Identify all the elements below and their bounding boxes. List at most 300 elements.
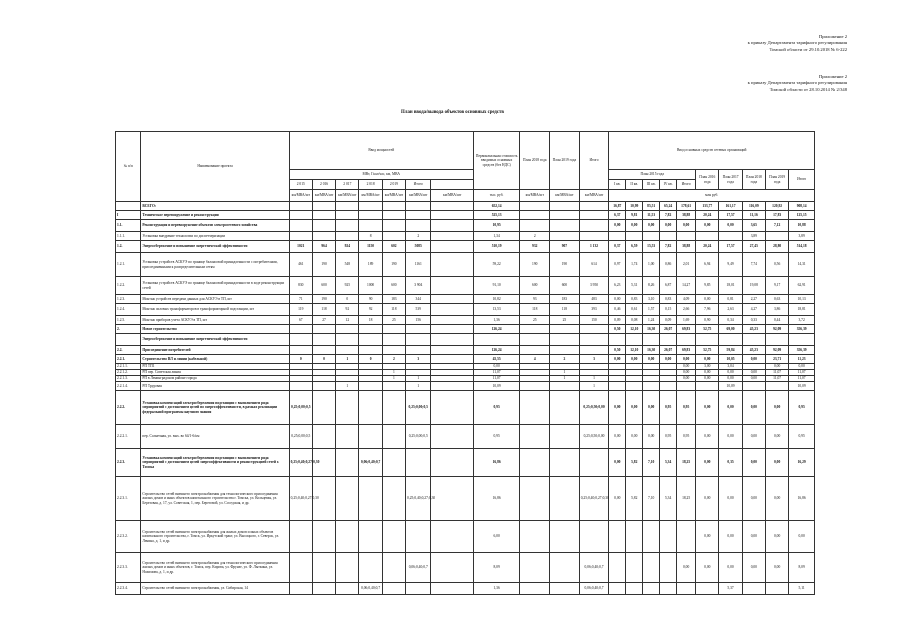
row-cell bbox=[382, 521, 405, 553]
row-cell: 11,16 bbox=[742, 211, 765, 220]
row-number bbox=[116, 202, 141, 211]
row-cell bbox=[382, 334, 405, 346]
row-cell: 0,25;0,00;0,5 bbox=[406, 391, 431, 425]
row-cell: 2 bbox=[406, 232, 431, 241]
row-cell: 0,50 bbox=[609, 325, 626, 334]
row-cell bbox=[579, 325, 609, 334]
note-line: Приложение 2 bbox=[818, 74, 847, 79]
row-cell: 16,29 bbox=[789, 449, 815, 477]
row-cell bbox=[660, 382, 677, 391]
row-cell: 0,25;0,40;0,27;0,30 bbox=[289, 449, 312, 477]
row-cell: 1 bbox=[579, 376, 609, 382]
row-cell: 178,61 bbox=[677, 202, 696, 211]
row-name: пер. Солнечная, ул. вых. во 64/1-6/км bbox=[141, 425, 289, 449]
row-cell bbox=[626, 334, 643, 346]
row-cell: 25 bbox=[550, 316, 580, 325]
row-cell: 925 bbox=[336, 277, 359, 295]
row-cell: 0,00 bbox=[626, 220, 643, 232]
row-cell: 0,00 bbox=[643, 391, 660, 425]
row-cell bbox=[431, 202, 473, 211]
row-cell: 7,82 bbox=[660, 211, 677, 220]
document-title: План ввода/вывода объектов основных средств bbox=[401, 110, 504, 115]
header-plan2018: План 2018 года bbox=[520, 132, 550, 190]
row-cell: 1 bbox=[579, 382, 609, 391]
row-cell bbox=[359, 477, 382, 521]
row-cell: 8 bbox=[359, 232, 382, 241]
row-cell: 0,00 bbox=[789, 521, 815, 553]
row-cell: 0,00 bbox=[789, 364, 815, 370]
row-name: РП ТП1 bbox=[141, 364, 289, 370]
row-cell: 0,00 bbox=[696, 370, 719, 376]
row-cell: 6,59 bbox=[626, 241, 643, 253]
header-q4: IV кв. bbox=[660, 180, 677, 190]
row-cell bbox=[406, 346, 431, 355]
row-cell: 0,44 bbox=[765, 316, 788, 325]
row-cell: 0,33 bbox=[742, 316, 765, 325]
row-cell: 0,25;0,40;0,27;0,30 bbox=[406, 477, 431, 521]
row-cell: 600 bbox=[520, 277, 550, 295]
row-cell bbox=[765, 583, 788, 595]
row-cell bbox=[336, 521, 359, 553]
table-row bbox=[116, 355, 815, 364]
row-cell: 907 bbox=[550, 241, 580, 253]
row-cell: 0,00 bbox=[765, 364, 788, 370]
row-cell: 1021 bbox=[289, 241, 312, 253]
row-name: Реконструкция и перевооружение объектов электросетевого хозяйства bbox=[141, 220, 289, 232]
table-row bbox=[116, 325, 815, 334]
row-cell: 10,99 bbox=[626, 202, 643, 211]
row-cell bbox=[643, 521, 660, 553]
row-name: Новое строительство bbox=[141, 325, 289, 334]
row-cell: 461 bbox=[289, 253, 312, 277]
row-cell: 0,00 bbox=[677, 220, 696, 232]
row-cell: 0,00 bbox=[609, 449, 626, 477]
row-cell: 25 bbox=[520, 316, 550, 325]
row-cell bbox=[336, 334, 359, 346]
header-y2018: 2 018 bbox=[359, 180, 382, 190]
row-number bbox=[116, 334, 141, 346]
row-cell: 9,17 bbox=[765, 277, 788, 295]
row-cell: 0,00 bbox=[626, 391, 643, 425]
row-cell: 0,09 bbox=[660, 316, 677, 325]
header-y2016: 2 016 bbox=[312, 180, 335, 190]
row-cell: 1 bbox=[382, 370, 405, 376]
row-name: РП пер. Советская линия bbox=[141, 370, 289, 376]
row-number: 2.2.2. bbox=[116, 391, 141, 425]
row-cell bbox=[520, 220, 550, 232]
row-cell: 3,89 bbox=[742, 232, 765, 241]
row-cell: 190 bbox=[520, 253, 550, 277]
row-cell: 7,10 bbox=[643, 477, 660, 521]
row-name: Установка устройств АСКУЭ по границе балансовой принадлежности с потребителями, присоединенными к распределительным сетям bbox=[141, 253, 289, 277]
row-cell: 189 bbox=[359, 253, 382, 277]
header-plan2017: План 2017 года bbox=[719, 170, 742, 190]
header-value-group: Ввод основных средств сетевых организаций bbox=[609, 132, 815, 170]
row-cell: 0,00 bbox=[719, 370, 742, 376]
header-total-y: Итого bbox=[406, 180, 431, 190]
row-cell: 1 bbox=[550, 376, 580, 382]
unit-cell: км/МВА/шт bbox=[336, 190, 359, 202]
row-cell bbox=[406, 211, 431, 220]
note-line: к приказу Департамента тарифного регулирования bbox=[747, 40, 847, 46]
row-cell: 1,24 bbox=[643, 316, 660, 325]
row-cell bbox=[696, 382, 719, 391]
row-cell: 18,25 bbox=[677, 477, 696, 521]
row-cell: 0,00 bbox=[609, 220, 626, 232]
row-cell: 3,86 bbox=[765, 304, 788, 316]
row-number: 2.2.1.2. bbox=[116, 370, 141, 376]
row-cell: 0,00 bbox=[742, 449, 765, 477]
row-cell: 356,39 bbox=[789, 325, 815, 334]
row-number: 1.2.3. bbox=[116, 295, 141, 304]
row-cell: 0,00 bbox=[696, 477, 719, 521]
row-cell: 45,55 bbox=[473, 355, 520, 364]
row-cell bbox=[431, 382, 473, 391]
row-cell bbox=[289, 220, 312, 232]
row-cell: 1,69 bbox=[677, 316, 696, 325]
row-cell: 0,25;0,40;0,27;0,30 bbox=[579, 477, 609, 521]
row-cell: 38,88 bbox=[677, 211, 696, 220]
row-cell: 830 bbox=[289, 277, 312, 295]
unit-cell: км/МВА/шт bbox=[431, 190, 473, 202]
row-number: 2.2.1.3. bbox=[116, 376, 141, 382]
row-cell: 0,06;0,40;0,7 bbox=[359, 449, 382, 477]
header-y2015: 2 015 bbox=[289, 180, 312, 190]
row-cell: 0,00 bbox=[719, 391, 742, 425]
row-cell bbox=[431, 355, 473, 364]
row-cell: 3 bbox=[579, 355, 609, 364]
row-cell bbox=[626, 553, 643, 583]
row-cell bbox=[677, 521, 696, 553]
row-cell: 1,57 bbox=[643, 304, 660, 316]
row-cell: 28,80 bbox=[765, 241, 788, 253]
row-cell: 1161 bbox=[406, 253, 431, 277]
row-cell: 0,37 bbox=[609, 241, 626, 253]
row-cell: 16,86 bbox=[473, 449, 520, 477]
row-cell bbox=[382, 202, 405, 211]
row-cell bbox=[382, 583, 405, 595]
row-cell: 0,08 bbox=[626, 316, 643, 325]
row-cell: 6,00 bbox=[473, 521, 520, 553]
unit-cell: км/МВА/шт bbox=[312, 190, 335, 202]
row-cell: 16,86 bbox=[789, 477, 815, 521]
row-cell: 0,95 bbox=[789, 391, 815, 425]
row-cell bbox=[359, 220, 382, 232]
row-cell: 5085 bbox=[406, 241, 431, 253]
row-cell bbox=[579, 334, 609, 346]
row-cell: 23,71 bbox=[765, 355, 788, 364]
row-cell: 0,00 bbox=[742, 370, 765, 376]
table-row bbox=[116, 346, 815, 355]
header-name: Наименование проекта bbox=[141, 132, 289, 202]
row-name: Энергосбережение и повышение энергетической эффективности bbox=[141, 334, 289, 346]
row-cell bbox=[382, 232, 405, 241]
row-cell: 52,75 bbox=[696, 346, 719, 355]
row-cell bbox=[312, 211, 335, 220]
row-name: Строительство сетей внешнего электроснабжения для технологического присоединения жилых домов и иных объектов, г. Томск, пер. Кирова, ул. Фрунзе, ул. Ф. Лыткина, ул. Нахимова, д. 1, и др. bbox=[141, 553, 289, 583]
row-cell: 0,00 bbox=[742, 355, 765, 364]
row-cell: 0,83 bbox=[626, 295, 643, 304]
row-cell: 1 bbox=[550, 370, 580, 376]
row-cell: 0,56 bbox=[765, 253, 788, 277]
row-cell bbox=[431, 304, 473, 316]
row-cell bbox=[431, 295, 473, 304]
table-row bbox=[116, 391, 815, 425]
row-number: 1.1.1. bbox=[116, 232, 141, 241]
row-number: 1.2.1. bbox=[116, 253, 141, 277]
row-cell: 0,95 bbox=[677, 391, 696, 425]
row-cell bbox=[406, 334, 431, 346]
row-cell bbox=[312, 202, 335, 211]
row-cell bbox=[431, 425, 473, 449]
row-cell: 0,00 bbox=[719, 553, 742, 583]
row-cell bbox=[789, 334, 815, 346]
row-cell bbox=[431, 277, 473, 295]
row-cell bbox=[359, 553, 382, 583]
row-cell bbox=[626, 583, 643, 595]
row-cell: 6,37 bbox=[609, 211, 626, 220]
row-cell: 1,34 bbox=[473, 232, 520, 241]
row-cell: 18,25 bbox=[677, 449, 696, 477]
row-cell: 0,00 bbox=[742, 376, 765, 382]
row-cell: 27,45 bbox=[742, 241, 765, 253]
table-row bbox=[116, 220, 815, 232]
row-cell bbox=[643, 583, 660, 595]
row-cell: 52,75 bbox=[696, 325, 719, 334]
row-cell bbox=[550, 553, 580, 583]
header-blank bbox=[431, 180, 473, 190]
row-cell: 0,00 bbox=[765, 477, 788, 521]
row-cell bbox=[550, 521, 580, 553]
row-cell bbox=[643, 553, 660, 583]
row-cell bbox=[382, 449, 405, 477]
row-cell bbox=[359, 382, 382, 391]
row-cell: 0,00 bbox=[719, 376, 742, 382]
row-cell bbox=[677, 382, 696, 391]
row-cell: 69,83 bbox=[677, 346, 696, 355]
row-cell: 10,13 bbox=[789, 295, 815, 304]
assets-plan-table bbox=[115, 131, 815, 595]
unit-cell: км/МВА/шт bbox=[359, 190, 382, 202]
row-cell: 2 bbox=[550, 355, 580, 364]
row-cell: 10,09 bbox=[789, 382, 815, 391]
row-cell: 92,09 bbox=[765, 346, 788, 355]
row-number: 2.2.2.1. bbox=[116, 425, 141, 449]
row-cell: 0,09 bbox=[609, 316, 626, 325]
row-cell bbox=[336, 220, 359, 232]
row-number: 2.2.3.3. bbox=[116, 553, 141, 583]
row-cell bbox=[359, 425, 382, 449]
row-name: Установка внедрение технологии по диспетчеризации bbox=[141, 232, 289, 241]
row-cell: 18 bbox=[359, 316, 382, 325]
row-cell bbox=[609, 382, 626, 391]
row-cell: 8,09 bbox=[789, 553, 815, 583]
row-cell bbox=[520, 325, 550, 334]
row-cell: 4 bbox=[520, 355, 550, 364]
row-cell: 13,53 bbox=[473, 304, 520, 316]
row-cell bbox=[406, 583, 431, 595]
row-cell: 0,00 bbox=[765, 553, 788, 583]
row-cell bbox=[289, 521, 312, 553]
row-cell: 0,00 bbox=[609, 355, 626, 364]
unit-cell: км/МВА/шт bbox=[550, 190, 580, 202]
row-cell: 183 bbox=[382, 295, 405, 304]
row-cell bbox=[312, 325, 335, 334]
row-cell bbox=[382, 325, 405, 334]
row-cell bbox=[696, 232, 719, 241]
row-cell: 0,95 bbox=[660, 425, 677, 449]
row-cell: 0,83 bbox=[660, 295, 677, 304]
row-cell: 5,11 bbox=[789, 583, 815, 595]
row-cell: 0 bbox=[289, 355, 312, 364]
table-row bbox=[116, 425, 815, 449]
note-line: Приложение 2 bbox=[818, 34, 847, 39]
row-cell: 0,06;0,40;0,7 bbox=[579, 553, 609, 583]
row-cell bbox=[550, 382, 580, 391]
appendix-note-1 bbox=[748, 34, 847, 53]
row-cell bbox=[431, 316, 473, 325]
row-cell: 0,00 bbox=[742, 521, 765, 553]
note-line: Томской области от 29.10.2018 № 6-222 bbox=[769, 46, 847, 52]
row-cell: 156 bbox=[406, 316, 431, 325]
unit-cost-cell: тыс. руб. bbox=[473, 190, 520, 202]
row-cell: 356,39 bbox=[789, 346, 815, 355]
unit-cell: км/МВА/шт bbox=[382, 190, 405, 202]
row-cell: 9,85 bbox=[696, 277, 719, 295]
row-cell: 126,24 bbox=[473, 325, 520, 334]
row-cell bbox=[382, 346, 405, 355]
row-cell: 0,63 bbox=[765, 295, 788, 304]
note-line: к приказу Департамента тарифного регулирования bbox=[747, 80, 847, 86]
row-cell: 0,00 bbox=[696, 521, 719, 553]
row-cell: 27 bbox=[312, 316, 335, 325]
row-cell: 0,46 bbox=[609, 304, 626, 316]
row-number: 2. bbox=[116, 325, 141, 334]
row-cell bbox=[550, 211, 580, 220]
row-cell: 0,00 bbox=[719, 425, 742, 449]
row-cell: 2 bbox=[382, 355, 405, 364]
row-cell: 0,00 bbox=[696, 449, 719, 477]
row-cell bbox=[719, 334, 742, 346]
row-cell: 92 bbox=[336, 304, 359, 316]
row-cell bbox=[431, 391, 473, 425]
row-cell: 2,66 bbox=[677, 304, 696, 316]
row-cell: 26,07 bbox=[660, 325, 677, 334]
row-cell bbox=[609, 583, 626, 595]
row-cell bbox=[520, 382, 550, 391]
row-cell bbox=[431, 232, 473, 241]
row-cell: 17,57 bbox=[719, 211, 742, 220]
row-cell: 0,00 bbox=[696, 391, 719, 425]
row-cell: 133,77 bbox=[696, 202, 719, 211]
row-cell bbox=[359, 391, 382, 425]
row-cell: 118 bbox=[520, 304, 550, 316]
row-cell: 3,65 bbox=[742, 220, 765, 232]
row-cell: 3,00 bbox=[696, 364, 719, 370]
row-cell bbox=[382, 553, 405, 583]
row-name: Строительство сетей внешнего электроснабжения для технологического присоединения жилых домов и иных объектов капитального строительства г. Томска, ул. Кольцевая, ул. Березовая, д. 17, ул. Советская, 1, пер. Береговой, ул. Соседская, и др. bbox=[141, 477, 289, 521]
row-cell: 0,00 bbox=[765, 391, 788, 425]
row-cell: 7,82 bbox=[660, 241, 677, 253]
row-cell bbox=[336, 425, 359, 449]
row-cell: 2 bbox=[520, 232, 550, 241]
row-cell: 150 bbox=[579, 316, 609, 325]
row-cell bbox=[336, 325, 359, 334]
table-row bbox=[116, 316, 815, 325]
row-cell: 18,81 bbox=[789, 304, 815, 316]
row-cell bbox=[765, 382, 788, 391]
row-cell: 3,10 bbox=[643, 295, 660, 304]
row-cell bbox=[289, 382, 312, 391]
row-cell bbox=[520, 449, 550, 477]
row-cell: 0,25;0,50;0,00 bbox=[579, 425, 609, 449]
row-name: Монтаж силовых трансформаторов в трансформаторной подстанции, шт bbox=[141, 304, 289, 316]
row-cell bbox=[550, 325, 580, 334]
row-cell bbox=[336, 553, 359, 583]
row-name: Строительство сетей внешнего электроснабжения, ул. Сибирская, 14 bbox=[141, 583, 289, 595]
row-number: I bbox=[116, 211, 141, 220]
row-name: Строительство сетей внешнего электроснабжения для жилых домов и иных объектов капитального строительства, г. Томск, ул. Иркутский тракт, ул. Высоцкого, г. Северск, ул. Ленина, д. 1, и др. bbox=[141, 521, 289, 553]
table-row bbox=[116, 334, 815, 346]
row-cell bbox=[312, 391, 335, 425]
row-cell: 0,25;0,00;0,5 bbox=[289, 391, 312, 425]
header-num: № п/п bbox=[116, 132, 141, 202]
row-cell: 7,96 bbox=[696, 304, 719, 316]
row-cell bbox=[609, 334, 626, 346]
row-cell bbox=[520, 425, 550, 449]
row-cell: 116,09 bbox=[742, 202, 765, 211]
header-q2: II кв. bbox=[626, 180, 643, 190]
row-cell bbox=[520, 553, 550, 583]
row-cell: 614 bbox=[579, 253, 609, 277]
row-cell bbox=[359, 346, 382, 355]
row-cell bbox=[579, 521, 609, 553]
row-cell: 5,34 bbox=[660, 449, 677, 477]
row-cell: 0,00 bbox=[696, 553, 719, 583]
row-cell: 0,00 bbox=[626, 355, 643, 364]
row-cell bbox=[520, 391, 550, 425]
row-cell bbox=[520, 334, 550, 346]
row-cell: 0,34 bbox=[719, 316, 742, 325]
header-plan2016: План 2016 года bbox=[696, 170, 719, 190]
table-row bbox=[116, 241, 815, 253]
row-cell: 119 bbox=[289, 304, 312, 316]
header-total: Итого bbox=[579, 132, 609, 190]
row-cell: 3 950 bbox=[579, 277, 609, 295]
row-cell bbox=[550, 425, 580, 449]
row-number: 1.2.2. bbox=[116, 277, 141, 295]
row-cell: 0,50 bbox=[609, 346, 626, 355]
row-cell bbox=[431, 325, 473, 334]
row-cell bbox=[742, 583, 765, 595]
table-row bbox=[116, 295, 815, 304]
row-cell: 10,09 bbox=[719, 382, 742, 391]
header-y2017: 2 017 bbox=[336, 180, 359, 190]
row-cell bbox=[431, 346, 473, 355]
unit-money-cell: млн руб. bbox=[609, 190, 815, 202]
row-cell bbox=[765, 334, 788, 346]
row-number: 2.2.3. bbox=[116, 449, 141, 477]
row-cell bbox=[719, 232, 742, 241]
row-cell: 0,61 bbox=[626, 304, 643, 316]
row-cell bbox=[626, 232, 643, 241]
row-cell: 16,30 bbox=[643, 346, 660, 355]
row-cell: 67 bbox=[289, 316, 312, 325]
row-cell: 11,07 bbox=[473, 370, 520, 376]
row-cell: 10,05 bbox=[719, 355, 742, 364]
row-cell: 118 bbox=[550, 304, 580, 316]
row-cell bbox=[359, 202, 382, 211]
